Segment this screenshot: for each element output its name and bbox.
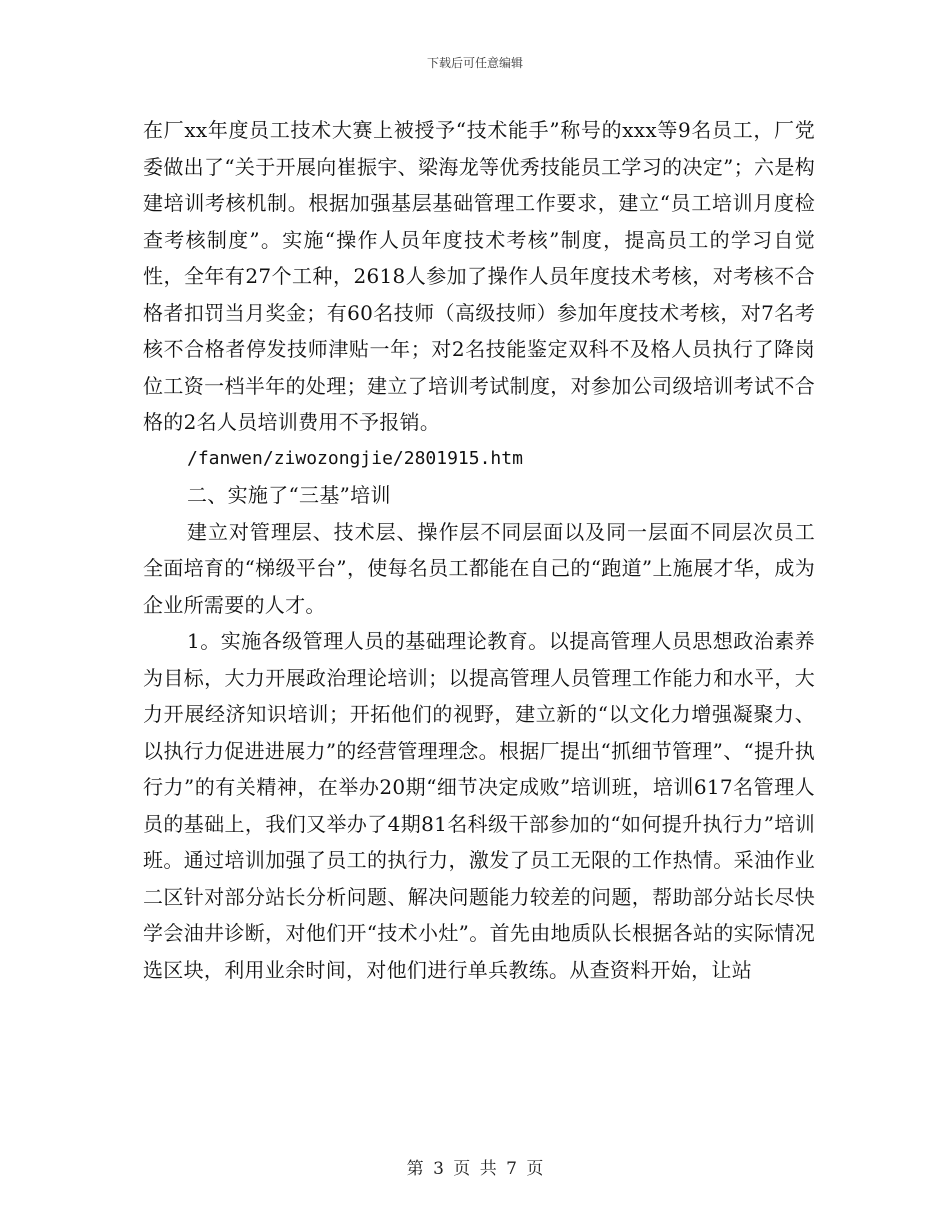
page-number: 第 3 页 共 7 页 — [406, 1159, 544, 1179]
paragraph-ladder-platform: 建立对管理层、技术层、操作层不同层面以及同一层面不同层次员工全面培育的“梯级平台”，使每名员工都能在自己的“跑道”上施展才华，成为企业所需要的人才。 — [143, 519, 815, 617]
section-heading: 二、实施了“三基”培训 — [187, 483, 391, 507]
link-line: /fanwen/ziwozongjie/2801915.htm — [187, 447, 523, 469]
page-header-note: 下载后可任意编辑 — [426, 56, 523, 70]
document-body — [143, 112, 815, 988]
paragraph-management-education: 1。实施各级管理人员的基础理论教育。以提高管理人员思想政治素养为目标，大力开展政治理论培训；以提高管理人员管理工作能力和水平，大力开展经济知识培训；开拓他们的视野，建立新的“以文化力增强凝聚力、以执行力促进进展力”的经营管理理念。根据厂提出“抓细节管理”、“提升执行力”的有关精神，在举办20期“细节决定成败”培训班，培训617名管理人员的基础上，我们又举办了4期81名科级干部参加的“如何提升执行力”培训班。通过培训加强了员工的执行力，激发了员工无限的工作热情。采油作业二区针对部分站长分析问题、解决问题能力较差的问题，帮助部分站长尽快学会油井诊断，对他们开“技术小灶”。首先由地质队长根据各站的实际情况选区块，利用业余时间，对他们进行单兵教练。从查资料开始，让站 — [143, 629, 815, 982]
paragraph-training-assessment: 在厂xx年度员工技术大赛上被授予“技术能手”称号的xxx等9名员工，厂党委做出了“关于开展向崔振宇、梁海龙等优秀技能员工学习的决定”；六是构建培训考核机制。根据加强基层基础管理工作要求，建立“员工培训月度检查考核制度”。实施“操作人员年度技术考核”制度，提高员工的学习自觉性，全年有27个工种，2618人参加了操作人员年度技术考核，对考核不合格者扣罚当月奖金；有60名技师（高级技师）参加年度技术考核，对7名考核不合格者停发技师津贴一年；对2名技能鉴定双科不及格人员执行了降岗位工资一档半年的处理；建立了培训考试制度，对参加公司级培训考试不合格的2名人员培训费用不予报销。 — [143, 118, 815, 434]
